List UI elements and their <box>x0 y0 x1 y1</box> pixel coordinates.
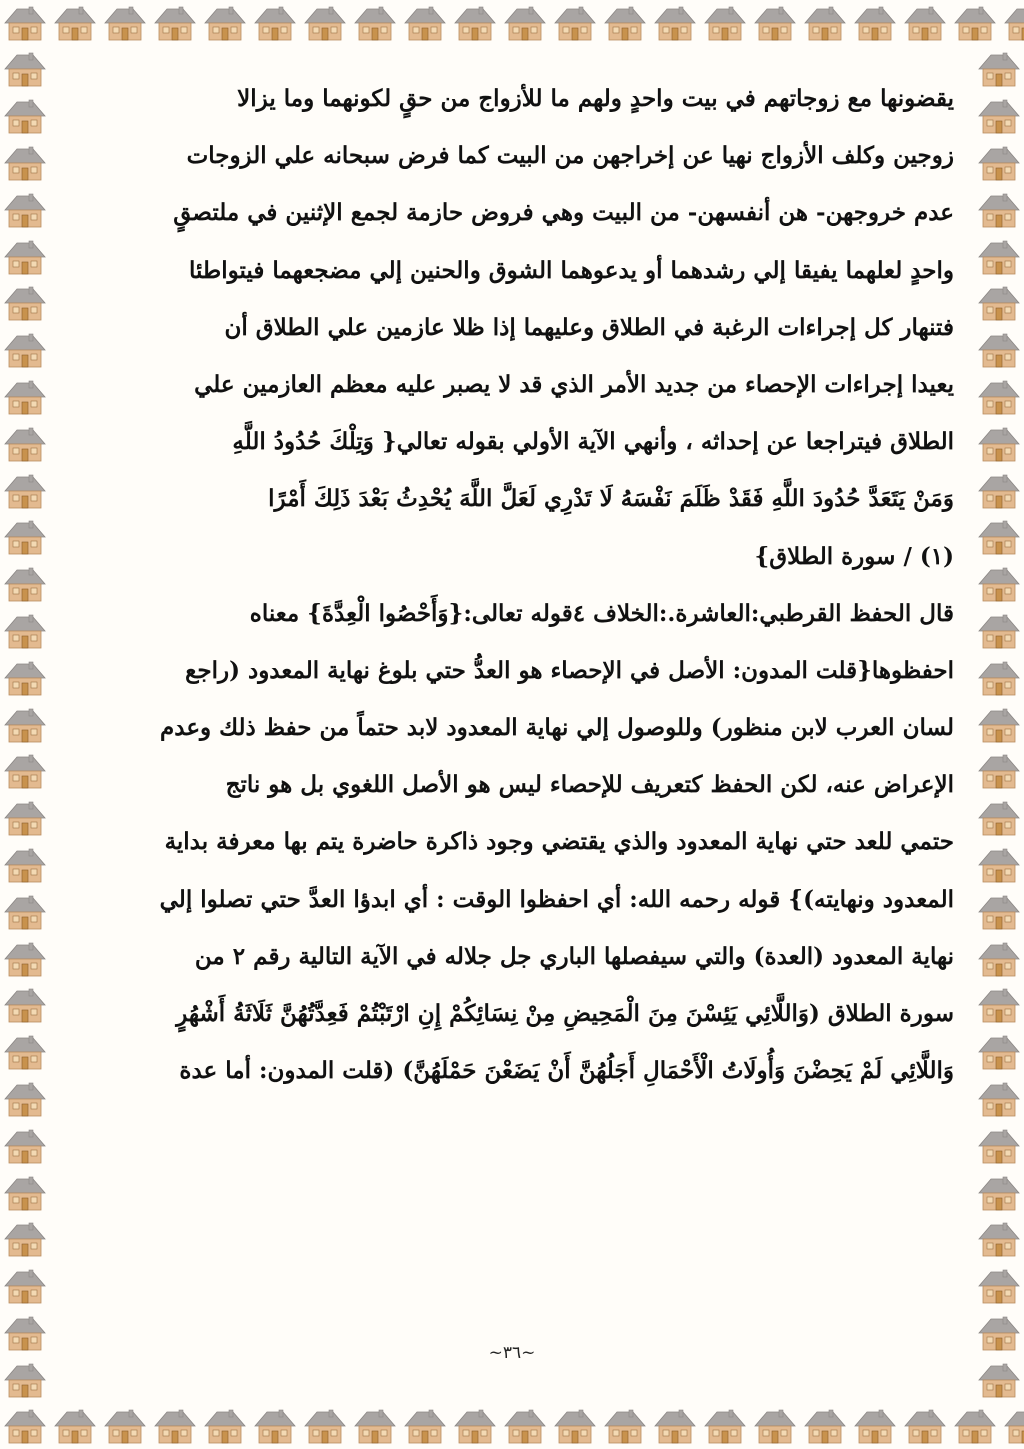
house-icon <box>350 0 400 46</box>
house-icon <box>500 1403 550 1449</box>
house-icon <box>974 467 1024 514</box>
border-right <box>974 46 1024 1403</box>
house-icon <box>0 327 50 374</box>
text-line: نهاية المعدود (العدة) والتي سيفصلها الباري جل جلاله في الآية التالية رقم ٢ من <box>194 942 954 970</box>
house-icon <box>150 0 200 46</box>
house-icon <box>500 0 550 46</box>
house-icon <box>974 1356 1024 1403</box>
house-icon <box>974 608 1024 655</box>
quran-verse-line: وَمَنْ يَتَعَدَّ حُدُودَ اللَّهِ فَقَدْ ظَلَمَ نَفْسَهُ لَا تَدْرِي لَعَلَّ اللَّهَ يُحْدِثُ بَعْدَ ذَلِكَ أَمْرًا <box>268 485 954 513</box>
quran-verse-line: وَاللَّائِي لَمْ يَحِضْنَ وَأُولَاتُ الْأَحْمَالِ أَجَلُهُنَّ أَنْ يَضَعْنَ حَمْلَهُنَّ) (قلت المدون: أما عدة <box>179 1057 954 1085</box>
house-icon <box>200 1403 250 1449</box>
text-line: لسان العرب لابن منظور) وللوصول إلي نهاية المعدود لابد حتماً من حفظ ذلك وعدم <box>160 714 954 742</box>
house-icon <box>750 0 800 46</box>
text-line: يقضونها مع زوجاتهم في بيت واحدٍ ولهم ما للأزواج من حقٍ لكونهما وما يزالا <box>237 85 954 112</box>
house-icon <box>0 842 50 889</box>
house-icon <box>950 1403 1000 1449</box>
house-icon <box>250 1403 300 1449</box>
house-icon <box>974 935 1024 982</box>
house-icon <box>974 1029 1024 1076</box>
text-line: الإعراض عنه، لكن الحفظ كتعريف للإحصاء ليس هو الأصل اللغوي بل هو ناتج <box>225 771 954 799</box>
house-icon <box>700 0 750 46</box>
house-icon <box>974 748 1024 795</box>
house-icon <box>550 1403 600 1449</box>
house-icon <box>974 93 1024 140</box>
house-icon <box>974 233 1024 280</box>
house-icon <box>974 514 1024 561</box>
border-bottom <box>0 1403 1024 1449</box>
text-line: عدم خروجهن- هن أنفسهن- من البيت وهي فروض حازمة لجمع الإثنين في ملتصقٍ <box>173 199 954 227</box>
house-icon <box>200 0 250 46</box>
house-icon <box>974 186 1024 233</box>
house-icon <box>0 467 50 514</box>
house-icon <box>50 0 100 46</box>
house-icon <box>900 0 950 46</box>
house-icon <box>0 374 50 421</box>
house-icon <box>0 1076 50 1123</box>
house-icon <box>0 1356 50 1403</box>
house-icon <box>650 1403 700 1449</box>
house-icon <box>974 327 1024 374</box>
house-icon <box>0 233 50 280</box>
house-icon <box>0 186 50 233</box>
text-line: يعيدا إجراءات الإحصاء من جديد الأمر الذي قد لا يصبر عليه معظم العازمين علي <box>194 370 954 398</box>
house-icon <box>0 654 50 701</box>
house-icon <box>900 1403 950 1449</box>
house-icon <box>0 46 50 93</box>
house-icon <box>50 1403 100 1449</box>
house-icon <box>0 1169 50 1216</box>
house-icon <box>400 0 450 46</box>
house-icon <box>0 280 50 327</box>
house-icon <box>0 140 50 187</box>
house-icon <box>0 420 50 467</box>
house-icon <box>400 1403 450 1449</box>
house-icon <box>974 1263 1024 1310</box>
house-icon <box>250 0 300 46</box>
page-number: ~٣٦~ <box>488 1343 536 1363</box>
text-line: زوجين وكلف الأزواج نهيا عن إخراجهن من البيت كما فرض سبحانه علي الزوجات <box>186 142 954 170</box>
border-top <box>0 0 1024 46</box>
house-icon <box>0 888 50 935</box>
house-icon <box>974 654 1024 701</box>
house-icon <box>1000 1403 1024 1449</box>
house-icon <box>974 561 1024 608</box>
house-icon <box>974 1169 1024 1216</box>
text-line: حتمي للعد حتي نهاية المعدود والذي يقتضي وجود ذاكرة حاضرة يتم بها معرفة بداية <box>164 828 954 856</box>
house-icon <box>1000 0 1024 46</box>
house-icon <box>974 1216 1024 1263</box>
house-icon <box>950 0 1000 46</box>
house-icon <box>974 888 1024 935</box>
text-line: قال الحفظ القرطبي:العاشرة.:الخلاف ٤قوله تعالى:{وَأَحْصُوا الْعِدَّةَ} معناه <box>249 599 954 627</box>
house-icon <box>0 1263 50 1310</box>
house-icon <box>974 374 1024 421</box>
house-icon <box>800 1403 850 1449</box>
house-icon <box>300 1403 350 1449</box>
house-icon <box>0 1403 50 1449</box>
house-icon <box>150 1403 200 1449</box>
house-icon <box>974 420 1024 467</box>
text-line: (١) / سورة الطلاق} <box>754 542 954 570</box>
house-icon <box>0 701 50 748</box>
text-line: فتنهار كل إجراءات الرغبة في الطلاق وعليهما إذا ظلا عازمين علي الطلاق أن <box>224 313 954 341</box>
house-icon <box>100 1403 150 1449</box>
house-icon <box>0 1029 50 1076</box>
house-icon <box>0 93 50 140</box>
house-icon <box>0 514 50 561</box>
house-icon <box>750 1403 800 1449</box>
house-icon <box>650 0 700 46</box>
quran-verse-line: سورة الطلاق (وَاللَّائِي يَئِسْنَ مِنَ الْمَحِيضِ مِنْ نِسَائِكُمْ إِنِ ارْتَبْتُمْ فَعِدَّتُهُنَّ ثَلَاثَةُ أَشْهُرٍ <box>176 1000 954 1027</box>
house-icon <box>974 795 1024 842</box>
house-icon <box>0 608 50 655</box>
house-icon <box>974 842 1024 889</box>
house-icon <box>0 1216 50 1263</box>
house-icon <box>600 0 650 46</box>
page-text <box>70 70 954 1370</box>
house-icon <box>850 0 900 46</box>
text-line: المعدود ونهايته)} قوله رحمه الله: أي احفظوا الوقت : أي ابدؤا العدَّ حتي تصلوا إلي <box>159 885 954 913</box>
house-icon <box>700 1403 750 1449</box>
house-icon <box>0 561 50 608</box>
house-icon <box>100 0 150 46</box>
house-icon <box>0 982 50 1029</box>
house-icon <box>0 1122 50 1169</box>
house-icon <box>550 0 600 46</box>
house-icon <box>0 748 50 795</box>
house-icon <box>974 280 1024 327</box>
house-icon <box>974 46 1024 93</box>
house-icon <box>974 1076 1024 1123</box>
house-icon <box>450 1403 500 1449</box>
house-icon <box>0 795 50 842</box>
house-icon <box>600 1403 650 1449</box>
house-icon <box>974 982 1024 1029</box>
house-icon <box>850 1403 900 1449</box>
house-icon <box>300 0 350 46</box>
house-icon <box>974 140 1024 187</box>
house-icon <box>800 0 850 46</box>
text-line: واحدٍ لعلهما يفيقا إلي رشدهما أو يدعوهما الشوق والحنين إلي مضجعهما فيتواطئا <box>188 256 954 284</box>
house-icon <box>350 1403 400 1449</box>
text-line: احفظوها{قلت المدون: الأصل في الإحصاء هو العدُّ حتي بلوغ نهاية المعدود (راجع <box>185 656 954 684</box>
house-icon <box>450 0 500 46</box>
house-icon <box>0 0 50 46</box>
border-left <box>0 46 50 1403</box>
text-line: الطلاق فيتراجعا عن إحداثه ، وأنهي الآية الأولي بقوله تعالي{ وَتِلْكَ حُدُودُ اللَّهِ <box>232 428 954 456</box>
house-icon <box>974 1122 1024 1169</box>
house-icon <box>0 935 50 982</box>
house-icon <box>974 701 1024 748</box>
